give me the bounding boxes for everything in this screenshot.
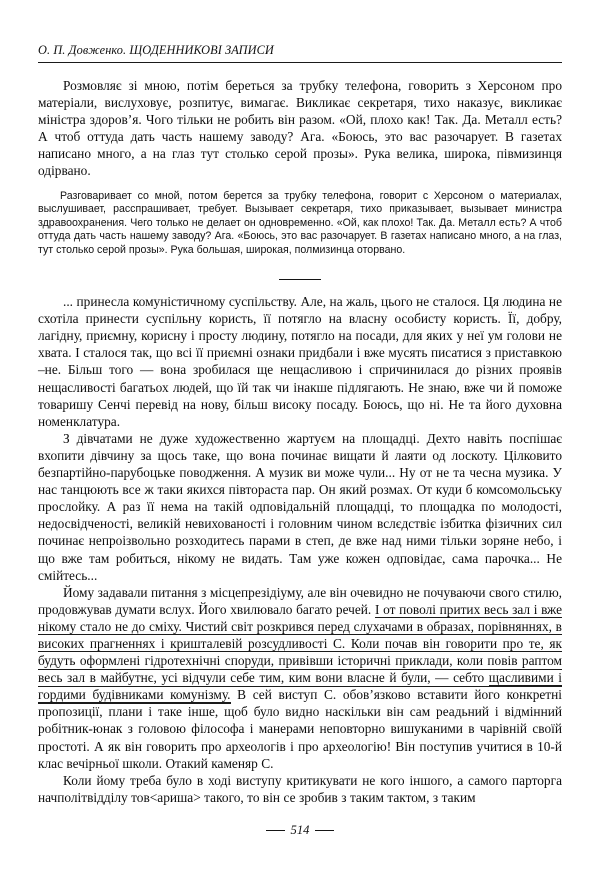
running-head-rule <box>38 62 562 63</box>
running-head-title: О. П. Довженко. ЩОДЕННИКОВІ ЗАПИСИ <box>38 43 274 57</box>
paragraph: ... принесла комуністичному суспільству. Але, на жаль, цього не сталося. Ця людина не схотіла принести суспільну користь, її потягло на власну особисту користь. Її, добру, лагідну, приємну, корисну і просту людину, потягло на посади, для яких у неї ум голови не хвата. І сталося так, що всі її приємні ознаки придбали і вже мусять писатися з приставкою –не. Більш того — вона зробилася ще нещасливою і спричинилася до різних проявів нещасливості багатьох людей, що їй так чи інакше підлягають. Не знаю, вже чи й поможе товаришу Сенчі перевід на нову, більш високу посаду. Боюсь, що ні. Не та його духовна номенклатура. <box>38 294 562 429</box>
running-head <box>38 0 562 63</box>
folio <box>266 823 335 838</box>
marked-paragraph-tail: В сей виступ С. обов’язково вставити його конкретні пропозиції, плани і таке інше, щоб було видно наскільки він сам реадьний і відмінний робітник-юнак з головою філософа і манерами неповторно вишуканими в чарівній своїй простоті. А як він говорить про археологів і про археологію! Він поступив учитися в 10-й клас вечірньої школи. Отакий каменяр С. <box>38 687 562 771</box>
double-underlined-passage: щасливими і гордими будівниками комунізму. <box>38 670 562 703</box>
page-content <box>38 0 562 806</box>
paragraph: Коли йому треба було в ході виступу критикувати не кого іншого, а самого парторга начполітвідділу тов<ариша> такого, то він се зробив з таким тактом, з таким <box>38 772 562 805</box>
paragraph-marked <box>38 584 562 772</box>
folio-dash-left <box>266 830 285 831</box>
page-footer <box>0 818 600 838</box>
paragraph: Розмовляє зі мною, потім береться за трубку телефона, говорить з Херсоном про матеріали, вислуховує, розпитує, вимагає. Викликає секретаря, тихо наказує, викликає міністра здоров’я. Чого тільки не робить він разом. «Ой, плохо как! Так. Да. Металл есть? А чтоб оттуда дать часть нашему заводу? Ага. «Боюсь, это вас разочарует. В газетах написано много, а на глаз тут столько серой прозы». Рука велика, широка, півмизинця одірвано. <box>38 77 562 178</box>
marked-paragraph-lead: Йому задавали питання з місцепрезідіуму, але він очевидно не почуваючи свого стилю, продовжував думати вслух. Його хвилювало багато речей. <box>38 584 562 617</box>
folio-dash-right <box>315 830 334 831</box>
page-number: 514 <box>290 823 310 837</box>
body-text-block <box>38 77 562 180</box>
divider-rule <box>279 279 321 280</box>
translation-block <box>38 190 562 257</box>
underlined-passage: І от поволі притих весь зал і вже нікому стало не до сміху. Чистий світ розкрився перед слухачами в образах, порівняннях, в високих прагненнях і кришталевій розсудливості С. Коли почав він говорити про те, як будуть оформлені гідротехнічні споруди, привівши історичні приклади, коли повів раптом весь зал в майбутнє, усі відчули себе тим, ким вони власне й були, — себто <box>38 601 562 686</box>
section-divider <box>38 270 562 282</box>
paragraph: З дівчатами не дуже художественно жартуєм на площадці. Дехто навіть поспішає вхопити дівчину за щось таке, що вона починає вищати й лаяти од лоскоту. Цілковито безпартійно-парубоцьке поводження. А музик ви може чули... Ну от не та чесна музика. У нас танцюють все ж таки якихся півтораста пар. Он який розмах. От куди б комсомольську прослойку. А раз її нема на такій одповідальній площадці, то площадка по молодості, недосвідченості, великій невихованості і головним чином вслєдствіє ізбитка фізичних сил починає непроізвольно розходитесь парами в степ, де вже над ними тільки зоряне небо, і що вже там робиться, нікому не видать. Там уже кожен одповідає, сама парочка... Не смійтесь... <box>38 430 562 583</box>
paragraph-translation: Разговаривает со мной, потом берется за трубку телефона, говорит с Херсоном о материалах, выслушивает, расспрашивает, требует. Вызывает секретаря, тихо приказывает, вызывает министра здравоохранения. Чего только не делает он одновременно. «Ой, как плохо! Так. Да. Металл есть? А чтоб оттуда дать часть нашему заводу? Ага. «Боюсь, это вас разочарует. В газетах написано много, а на глаз, тут столько серой прозы». Рука большая, широкая, полмизинца оторвано. <box>38 190 562 256</box>
